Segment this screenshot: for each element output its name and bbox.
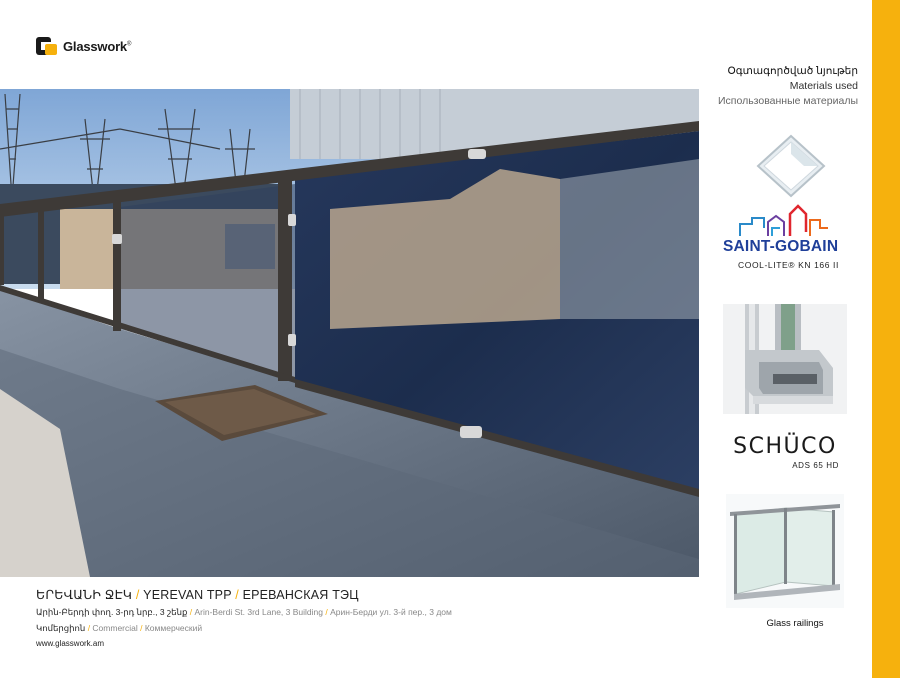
logo-text: Glasswork® [63,38,132,54]
project-title-ru: ЕРЕВАНСКАЯ ТЭЦ [242,588,359,602]
accent-side-bar [872,0,900,678]
aluminium-profile-image [723,304,847,414]
project-caption [36,587,696,634]
address-en: Arin-Berdi St. 3rd Lane, 3 Building [194,607,323,617]
materials-label-ru: Использованные материалы [717,95,858,107]
schuco-name: SCHÜCO [733,434,837,459]
type-ru: Коммерческий [144,623,203,633]
glass-railings-image [726,494,844,608]
materials-label-en: Materials used [789,80,858,92]
type-am: Կոմերցիոն [36,623,86,633]
saint-gobain-name: SAINT-GOBAIN [723,238,839,255]
schuco-product: ADS 65 HD [792,461,839,470]
glasswork-logo-icon [36,37,58,55]
project-title [36,587,696,602]
glass-railings-label: Glass railings [766,618,824,629]
address-am: Արին-Բերդի փող. 3-րդ նրբ., 3 շենք [36,607,188,617]
project-photo [0,89,699,577]
type-separator: / [137,623,145,633]
type-en: Commercial [92,623,138,633]
glasswork-logo[interactable] [36,36,131,56]
address-ru: Арин-Берди ул. 3-й пер., 3 дом [330,607,452,617]
materials-label-am: Օգտագործված նյութեր [727,65,858,77]
website-link[interactable]: www.glasswork.am [36,639,105,648]
project-title-am: ԵՐԵՎԱՆԻ ՋԷԿ [36,588,133,602]
project-address [36,607,696,618]
schuco-logo [723,436,847,478]
address-separator: / [323,607,331,617]
address-separator: / [187,607,195,617]
glass-pane-icon [756,134,826,198]
project-title-en: YEREVAN TPP [143,588,232,602]
type-separator: / [85,623,93,633]
materials-used-heading [700,64,858,109]
saint-gobain-skyline-icon [720,202,850,238]
saint-gobain-logo [720,202,850,274]
title-separator: / [132,588,144,602]
title-separator: / [231,588,243,602]
project-type [36,623,696,634]
saint-gobain-product: COOL-LITE® KN 166 II [738,260,839,270]
